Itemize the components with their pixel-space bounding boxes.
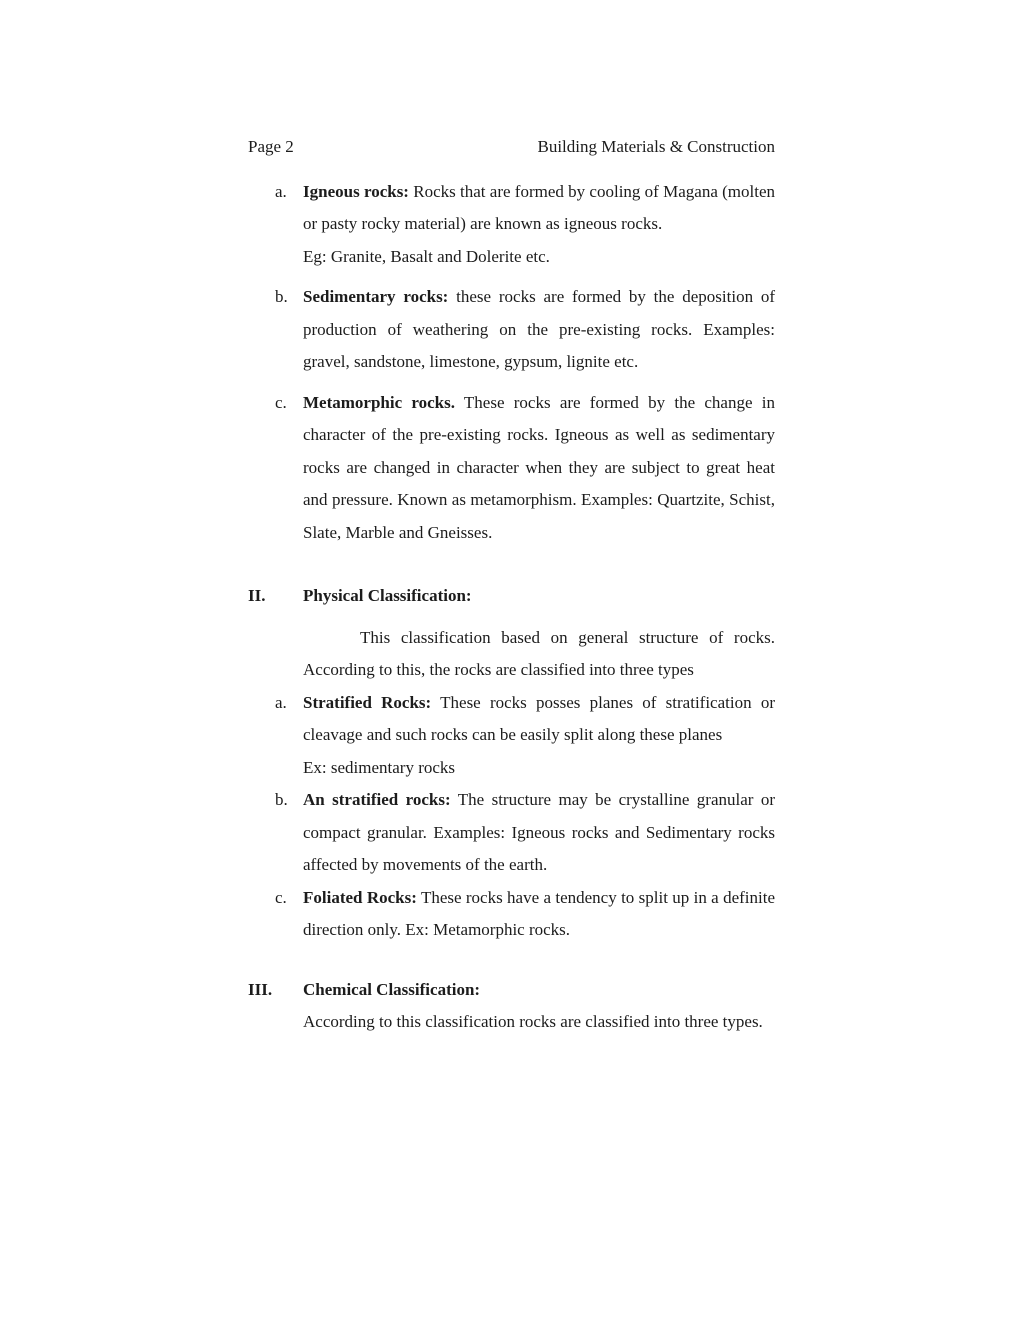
section-number: III. <box>248 979 273 999</box>
item-body: Rocks that are formed by cooling of Magana (molten or pasty rocky material) are known as igneous rocks. <box>303 181 776 233</box>
list-item-text <box>303 387 775 550</box>
section-heading-physical <box>248 580 775 613</box>
list-item <box>248 784 775 882</box>
item-paragraph <box>303 281 775 379</box>
item-paragraph <box>303 176 775 241</box>
list-item-marker: b. <box>275 790 288 809</box>
list-item-marker: a. <box>275 692 287 712</box>
section-heading-chemical <box>248 974 775 1007</box>
list-item-text <box>303 784 775 882</box>
item-paragraph <box>303 882 775 947</box>
item-body: These rocks have a tendency to split up in a definite direction only. Ex: Metamorphic rocks. <box>303 887 775 939</box>
item-body: These rocks posses planes of stratification or cleavage and such rocks can be easily split along these planes <box>303 692 775 744</box>
document-title: Building Materials & Construction <box>537 137 775 156</box>
item-lead: An stratified rocks: <box>303 790 451 809</box>
item-lead: Stratified Rocks: <box>303 692 432 712</box>
list-item <box>248 387 775 550</box>
physical-classification-list <box>248 687 775 947</box>
page-content <box>248 131 775 1039</box>
item-body: these rocks are formed by the deposition of production of weathering on the pre-existing rocks. Examples: gravel, sandstone, limestone, gypsum, lignite etc. <box>303 287 776 371</box>
list-item-marker: a. <box>275 181 287 201</box>
section-intro-chemical: According to this classification rocks are classified into three types. <box>303 1012 763 1031</box>
list-item <box>248 882 775 947</box>
section-title: Physical Classification: <box>303 586 472 605</box>
list-item <box>248 281 775 379</box>
item-body: These rocks are formed by the change in character of the pre-existing rocks. Igneous as well as sedimentary rocks are changed in character when they are subject to great heat and pressure. Known as metamorphism. Examples: Quartzite, Schist, Slate, Marble and Gneisses. <box>303 392 775 542</box>
item-lead: Foliated Rocks: <box>303 887 417 907</box>
item-lead: Igneous rocks: <box>303 181 409 201</box>
list-item <box>248 176 775 274</box>
list-item-marker: c. <box>275 392 287 412</box>
item-body: The structure may be crystalline granular or compact granular. Examples: Igneous rocks and Sedimentary rocks affected by movements of the earth. <box>303 790 776 874</box>
section-number: II. <box>248 586 266 605</box>
item-paragraph <box>303 687 775 752</box>
section-title: Chemical Classification: <box>303 979 481 999</box>
item-lead: Sedimentary rocks: <box>303 287 449 306</box>
list-item <box>248 687 775 785</box>
page-number: Page 2 <box>248 137 294 156</box>
page-header <box>248 131 775 164</box>
list-item-text <box>303 687 775 785</box>
item-paragraph <box>303 784 775 882</box>
list-item-marker: b. <box>275 287 288 306</box>
rock-types-list <box>248 176 775 550</box>
list-item-text <box>303 176 775 274</box>
item-lead: Metamorphic rocks. <box>303 392 455 412</box>
item-example-line: Ex: sedimentary rocks <box>303 757 456 777</box>
item-example-line: Eg: Granite, Basalt and Dolerite etc. <box>303 246 550 266</box>
item-paragraph <box>303 387 775 550</box>
section-intro-physical: This classification based on general structure of rocks. According to this, the rocks are classified into three types <box>303 627 775 679</box>
list-item-marker: c. <box>275 887 287 907</box>
list-item-text <box>303 882 775 947</box>
list-item-text <box>303 281 775 379</box>
